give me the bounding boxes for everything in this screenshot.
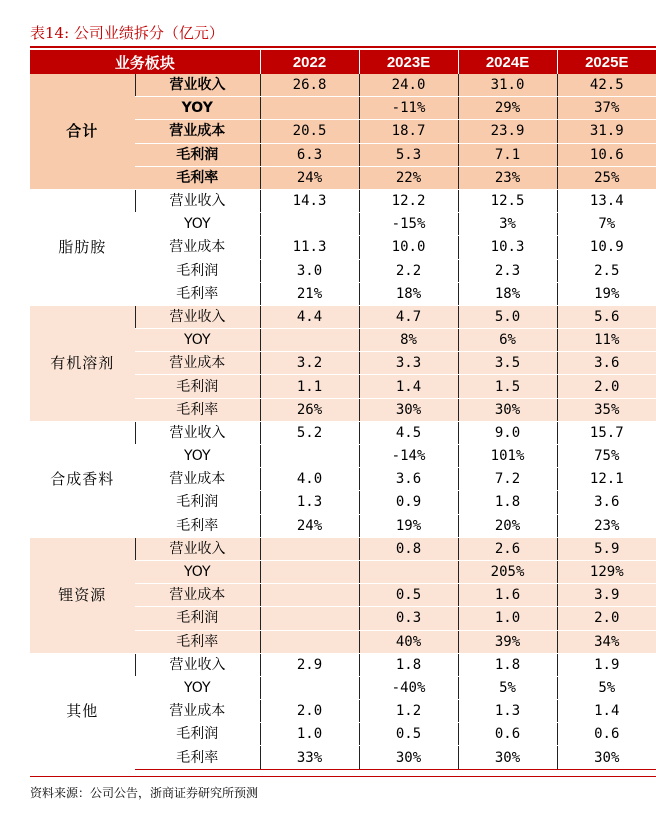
value-cell: [260, 213, 359, 236]
value-cell: 3.0: [260, 259, 359, 282]
metric-label: 毛利润: [135, 259, 260, 282]
value-cell: 0.3: [359, 607, 458, 630]
value-cell: 2.2: [359, 259, 458, 282]
header-segment: 业务板块: [30, 50, 260, 74]
value-cell: 12.5: [458, 189, 557, 212]
value-cell: 2.9: [260, 653, 359, 676]
value-cell: 205%: [458, 560, 557, 583]
value-cell: 0.5: [359, 584, 458, 607]
footer-divider: [30, 776, 656, 777]
value-cell: 1.5: [458, 375, 557, 398]
value-cell: [260, 537, 359, 560]
value-cell: 26%: [260, 398, 359, 421]
title-divider: [30, 46, 656, 48]
value-cell: 11.3: [260, 236, 359, 259]
value-cell: 3.3: [359, 352, 458, 375]
value-cell: 10.0: [359, 236, 458, 259]
metric-label: 营业收入: [135, 421, 260, 444]
header-year: 2025E: [557, 50, 656, 74]
value-cell: 30%: [557, 746, 656, 769]
value-cell: 3.6: [359, 468, 458, 491]
value-cell: -15%: [359, 213, 458, 236]
value-cell: 1.4: [557, 700, 656, 723]
value-cell: 20.5: [260, 120, 359, 143]
metric-label: YOY: [135, 676, 260, 699]
value-cell: 30%: [359, 398, 458, 421]
table-row: [30, 421, 656, 444]
value-cell: [260, 676, 359, 699]
value-cell: 25%: [557, 166, 656, 189]
value-cell: 4.4: [260, 305, 359, 328]
value-cell: 1.6: [458, 584, 557, 607]
value-cell: 6.3: [260, 143, 359, 166]
value-cell: 0.5: [359, 723, 458, 746]
value-cell: 5.6: [557, 305, 656, 328]
value-cell: 9.0: [458, 421, 557, 444]
header-year: 2023E: [359, 50, 458, 74]
metric-label: YOY: [135, 445, 260, 468]
value-cell: 18%: [458, 282, 557, 305]
value-cell: 1.2: [359, 700, 458, 723]
source-note: 资料来源：公司公告，浙商证券研究所预测: [30, 786, 259, 800]
metric-label: 营业收入: [135, 74, 260, 97]
value-cell: [260, 630, 359, 653]
metric-label: 毛利率: [135, 514, 260, 537]
metric-label: 营业收入: [135, 305, 260, 328]
value-cell: 1.0: [260, 723, 359, 746]
metric-label: 营业收入: [135, 189, 260, 212]
value-cell: 0.6: [557, 723, 656, 746]
value-cell: 0.9: [359, 491, 458, 514]
value-cell: 3.5: [458, 352, 557, 375]
metric-label: 毛利润: [135, 143, 260, 166]
value-cell: 19%: [359, 514, 458, 537]
metric-label: 毛利率: [135, 746, 260, 769]
value-cell: 31.9: [557, 120, 656, 143]
metric-label: 营业收入: [135, 653, 260, 676]
value-cell: 5%: [458, 676, 557, 699]
table-row: [30, 189, 656, 212]
value-cell: 5.2: [260, 421, 359, 444]
metric-label: 营业成本: [135, 468, 260, 491]
metric-label: 营业成本: [135, 236, 260, 259]
value-cell: 18.7: [359, 120, 458, 143]
value-cell: 33%: [260, 746, 359, 769]
metric-label: YOY: [135, 213, 260, 236]
value-cell: 30%: [458, 398, 557, 421]
performance-table: [30, 50, 656, 770]
metric-label: YOY: [135, 560, 260, 583]
segment-name: 合成香料: [30, 421, 135, 537]
value-cell: 7%: [557, 213, 656, 236]
value-cell: 11%: [557, 329, 656, 352]
value-cell: -40%: [359, 676, 458, 699]
value-cell: [260, 560, 359, 583]
metric-label: 毛利率: [135, 166, 260, 189]
value-cell: 29%: [458, 97, 557, 120]
value-cell: 1.1: [260, 375, 359, 398]
value-cell: 12.1: [557, 468, 656, 491]
value-cell: -11%: [359, 97, 458, 120]
value-cell: 20%: [458, 514, 557, 537]
segment-name: 有机溶剂: [30, 305, 135, 421]
table-row: [30, 74, 656, 97]
value-cell: 39%: [458, 630, 557, 653]
segment-name: 脂肪胺: [30, 189, 135, 305]
value-cell: 75%: [557, 445, 656, 468]
value-cell: 1.3: [458, 700, 557, 723]
value-cell: 129%: [557, 560, 656, 583]
value-cell: 40%: [359, 630, 458, 653]
value-cell: 2.5: [557, 259, 656, 282]
metric-label: 毛利率: [135, 398, 260, 421]
metric-label: YOY: [135, 97, 260, 120]
value-cell: 24%: [260, 166, 359, 189]
value-cell: 21%: [260, 282, 359, 305]
value-cell: 23%: [458, 166, 557, 189]
segment-name: 锂资源: [30, 537, 135, 653]
value-cell: 19%: [557, 282, 656, 305]
value-cell: 7.1: [458, 143, 557, 166]
value-cell: 2.0: [557, 607, 656, 630]
value-cell: 3%: [458, 213, 557, 236]
value-cell: 3.9: [557, 584, 656, 607]
value-cell: [260, 607, 359, 630]
metric-label: 毛利率: [135, 282, 260, 305]
value-cell: 10.9: [557, 236, 656, 259]
value-cell: 5%: [557, 676, 656, 699]
value-cell: 4.5: [359, 421, 458, 444]
value-cell: 42.5: [557, 74, 656, 97]
header-year: 2024E: [458, 50, 557, 74]
value-cell: 1.4: [359, 375, 458, 398]
metric-label: YOY: [135, 329, 260, 352]
value-cell: 23.9: [458, 120, 557, 143]
value-cell: [260, 329, 359, 352]
segment-name: 合计: [30, 74, 135, 189]
value-cell: 0.6: [458, 723, 557, 746]
metric-label: 毛利润: [135, 607, 260, 630]
header-year: 2022: [260, 50, 359, 74]
value-cell: 3.2: [260, 352, 359, 375]
value-cell: 30%: [458, 746, 557, 769]
value-cell: 31.0: [458, 74, 557, 97]
value-cell: 24%: [260, 514, 359, 537]
value-cell: 1.9: [557, 653, 656, 676]
metric-label: 营业收入: [135, 537, 260, 560]
value-cell: 4.0: [260, 468, 359, 491]
value-cell: 10.6: [557, 143, 656, 166]
value-cell: 22%: [359, 166, 458, 189]
metric-label: 毛利率: [135, 630, 260, 653]
header-row: [30, 50, 656, 74]
table-row: [30, 305, 656, 328]
value-cell: [359, 560, 458, 583]
metric-label: 营业成本: [135, 700, 260, 723]
metric-label: 营业成本: [135, 120, 260, 143]
value-cell: 5.3: [359, 143, 458, 166]
value-cell: 37%: [557, 97, 656, 120]
value-cell: 34%: [557, 630, 656, 653]
value-cell: 35%: [557, 398, 656, 421]
value-cell: 4.7: [359, 305, 458, 328]
segment-name: 其他: [30, 653, 135, 769]
value-cell: 18%: [359, 282, 458, 305]
value-cell: [260, 584, 359, 607]
value-cell: 2.0: [260, 700, 359, 723]
value-cell: 2.0: [557, 375, 656, 398]
value-cell: 30%: [359, 746, 458, 769]
value-cell: 5.9: [557, 537, 656, 560]
value-cell: 26.8: [260, 74, 359, 97]
value-cell: 23%: [557, 514, 656, 537]
metric-label: 营业成本: [135, 584, 260, 607]
value-cell: 3.6: [557, 352, 656, 375]
value-cell: 1.8: [458, 491, 557, 514]
value-cell: 8%: [359, 329, 458, 352]
value-cell: [260, 445, 359, 468]
value-cell: 5.0: [458, 305, 557, 328]
value-cell: 3.6: [557, 491, 656, 514]
table-body: [30, 74, 656, 769]
value-cell: 0.8: [359, 537, 458, 560]
value-cell: 6%: [458, 329, 557, 352]
value-cell: 7.2: [458, 468, 557, 491]
value-cell: 12.2: [359, 189, 458, 212]
value-cell: 13.4: [557, 189, 656, 212]
value-cell: 101%: [458, 445, 557, 468]
table-title: 表14: 公司业绩拆分（亿元）: [30, 24, 224, 42]
metric-label: 营业成本: [135, 352, 260, 375]
value-cell: 2.3: [458, 259, 557, 282]
value-cell: 14.3: [260, 189, 359, 212]
table-row: [30, 537, 656, 560]
value-cell: 1.0: [458, 607, 557, 630]
value-cell: [260, 97, 359, 120]
table-row: [30, 653, 656, 676]
value-cell: 24.0: [359, 74, 458, 97]
value-cell: 1.8: [458, 653, 557, 676]
value-cell: 1.8: [359, 653, 458, 676]
value-cell: -14%: [359, 445, 458, 468]
value-cell: 10.3: [458, 236, 557, 259]
value-cell: 2.6: [458, 537, 557, 560]
value-cell: 1.3: [260, 491, 359, 514]
value-cell: 15.7: [557, 421, 656, 444]
metric-label: 毛利润: [135, 491, 260, 514]
metric-label: 毛利润: [135, 375, 260, 398]
metric-label: 毛利润: [135, 723, 260, 746]
